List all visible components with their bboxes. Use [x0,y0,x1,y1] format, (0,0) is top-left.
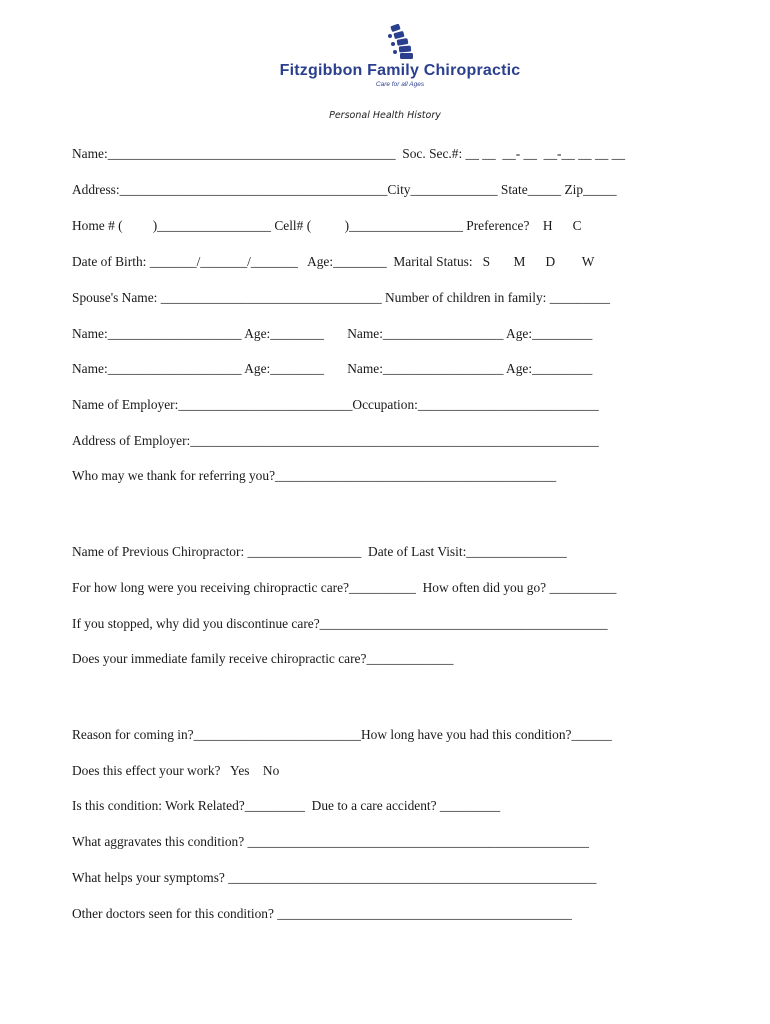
spouse-line[interactable]: Spouse's Name: _________________________________ Number of children in family: _________ [72,290,610,305]
birth-marital-line[interactable]: Date of Birth: _______/_______/_______ Age:________ Marital Status: S M D W [72,254,595,269]
employer-address-line[interactable]: Address of Employer:_____________________________________________________________ [72,433,599,448]
children-line-2[interactable]: Name:____________________ Age:________ Name:__________________ Age:_________ [72,361,593,376]
address-line[interactable]: Address:________________________________________City_____________ State_____ Zip_____ [72,182,617,197]
clinic-tagline: Care for all Ages [375,81,425,88]
name-ssn-line[interactable]: Name:___________________________________________ Soc. Sec.#: __ __ __- __ __-__ __ __ __ [72,146,626,161]
form-title: Personal Health History [329,110,441,121]
referral-line[interactable]: Who may we thank for referring you?__________________________________________ [72,468,557,483]
work-effect-line[interactable]: Does this effect your work? Yes No [72,763,280,778]
reason-line[interactable]: Reason for coming in?_________________________How long have you had this condition?______ [72,727,612,742]
children-line-1[interactable]: Name:____________________ Age:________ Name:__________________ Age:_________ [72,326,593,341]
care-duration-line[interactable]: For how long were you receiving chiropractic care?__________ How often did you go? __________ [72,580,617,595]
other-doctors-line[interactable]: Other doctors seen for this condition? ____________________________________________ [72,906,572,921]
employer-line[interactable]: Name of Employer:__________________________Occupation:___________________________ [72,397,599,412]
phone-line[interactable]: Home # ( )_________________ Cell# ( )_________________ Preference? H C [72,218,582,233]
clinic-logo [0,24,770,88]
helps-line[interactable]: What helps your symptoms? _______________________________________________________ [72,870,597,885]
condition-type-line[interactable]: Is this condition: Work Related?_________ Due to a care accident? _________ [72,798,501,813]
previous-chiropractor-line[interactable]: Name of Previous Chiropractor: _________________ Date of Last Visit:_______________ [72,544,567,559]
clinic-name: Fitzgibbon Family Chiropractic [279,62,521,79]
discontinue-line[interactable]: If you stopped, why did you discontinue care?___________________________________________ [72,616,608,631]
aggravates-line[interactable]: What aggravates this condition? ___________________________________________________ [72,834,589,849]
family-care-line[interactable]: Does your immediate family receive chiropractic care?_____________ [72,651,454,666]
stacked-vertebrae-logo-icon [385,24,415,60]
